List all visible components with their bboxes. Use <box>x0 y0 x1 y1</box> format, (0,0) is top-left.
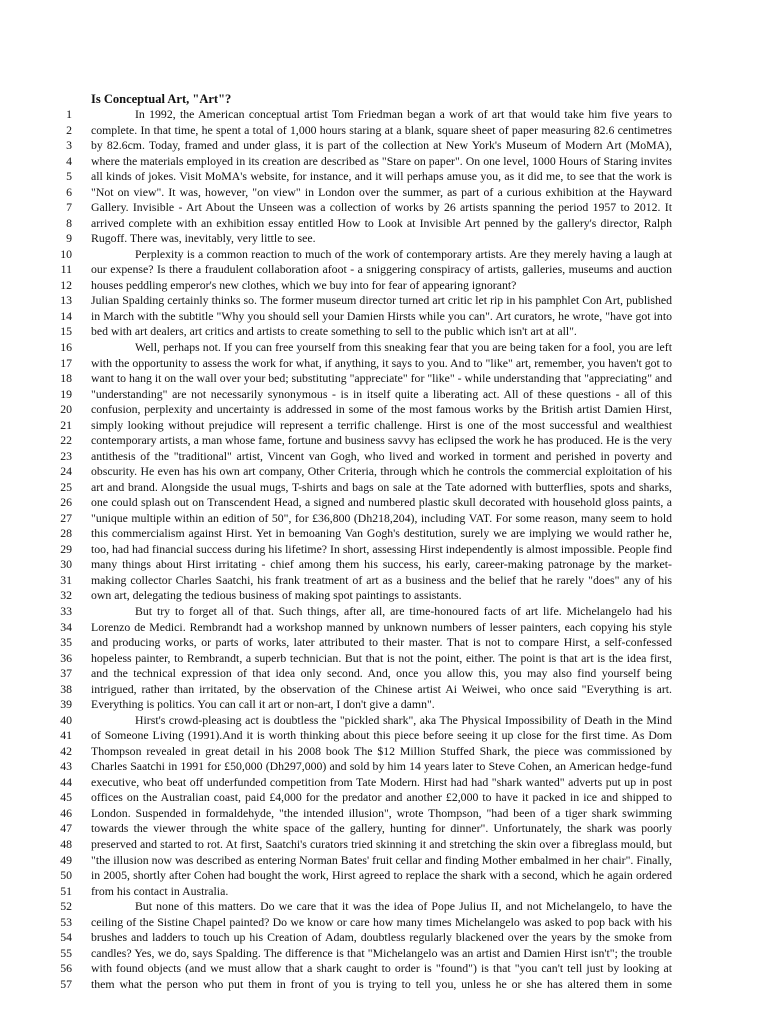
line-text: houses peddling emperor's new clothes, which we buy into for fear of appearing ignorant? <box>91 277 517 292</box>
line-text: brushes and ladders to touch up his Creation of Adam, doubtless regularly blackened over the years by the smoke from <box>91 930 672 945</box>
line-text: with found objects (and we must allow that a shark caught to order is "found") is that "you can't tell just by looking at <box>91 961 672 976</box>
text-line <box>0 604 768 620</box>
line-text: all kinds of jokes. Visit MoMA's website, for instance, and it will perhaps amuse you, as it did me, to see that the work is <box>91 169 672 184</box>
text-line <box>0 961 768 977</box>
text-line <box>0 526 768 542</box>
line-number: 46 <box>60 805 72 820</box>
line-text: Hirst's crowd-pleasing act is doubtless the "pickled shark", aka The Physical Impossibility of Death in the Mind <box>135 712 672 727</box>
line-number: 15 <box>60 324 72 339</box>
line-number: 45 <box>60 790 72 805</box>
document-title: Is Conceptual Art, "Art"? <box>91 92 232 106</box>
line-number: 16 <box>60 339 72 354</box>
line-number: 10 <box>60 246 72 261</box>
line-number: 44 <box>60 774 72 789</box>
line-number: 22 <box>60 433 72 448</box>
line-text: by 82.6cm. Today, framed and under glass, it is part of the collection at New York's Museum of Modern Art (MoMA), <box>91 138 672 153</box>
text-line <box>0 651 768 667</box>
line-text: bed with art dealers, art critics and artists to create something to sell to the public which isn't art at all". <box>91 324 577 339</box>
text-line <box>0 387 768 403</box>
line-number: 30 <box>60 557 72 572</box>
text-line <box>0 293 768 309</box>
line-number: 23 <box>60 448 72 463</box>
line-number: 52 <box>60 899 72 914</box>
line-number: 12 <box>60 277 72 292</box>
line-text: "the illusion now was described as entering Norman Bates' fruit cellar and finding Mother embalmed in her chair". Finally, <box>91 852 672 867</box>
line-text: contemporary artists, a man whose fame, fortune and business savvy has eclipsed the work he has produced. He is the very <box>91 433 672 448</box>
line-number: 28 <box>60 526 72 541</box>
text-line <box>0 557 768 573</box>
line-text: in 2005, shortly after Cohen had bought the work, Hirst agreed to replace the shark with a second, which he again ordered <box>91 868 672 883</box>
text-line <box>0 495 768 511</box>
line-number: 48 <box>60 836 72 851</box>
text-line <box>0 480 768 496</box>
line-text: executive, who beat off underfunded competition from Tate Modern. Hirst had had "shark wanted" adverts put up in post <box>91 774 672 789</box>
line-number: 9 <box>66 231 72 246</box>
line-text: ceiling of the Sistine Chapel painted? Do we know or care how many times Michelangelo was asked to pop back with his <box>91 914 672 929</box>
line-text: "Not on view". It was, however, "on view" in London over the summer, as part of a curious exhibition at the Hayward <box>91 184 672 199</box>
line-text: our expense? Is there a fraudulent collaboration afoot - a sniggering conspiracy of artists, galleries, museums and auction <box>91 262 672 277</box>
line-text: many things about Hirst irritating - chief among them his success, his early, career-making patronage by the market- <box>91 557 672 572</box>
line-text: Gallery. Invisible - Art About the Unseen was a collection of works by 26 artists spanning the period 1957 to 2012. It <box>91 200 672 215</box>
line-text: too, had had financial success during his lifetime? In short, assessing Hirst independently is almost impossible. People find <box>91 541 672 556</box>
text-line <box>0 309 768 325</box>
line-number: 53 <box>60 914 72 929</box>
line-number: 20 <box>60 402 72 417</box>
line-number: 50 <box>60 868 72 883</box>
line-text: them what the person who put them in front of you is trying to tell you, unless he or she has altered them in some <box>91 976 672 991</box>
line-text: confusion, perplexity and uncertainty is addressed in some of the most famous works by the British artist Damien Hirst, <box>91 402 672 417</box>
line-number: 11 <box>60 262 72 277</box>
line-number: 14 <box>60 308 72 323</box>
line-number: 3 <box>66 138 72 153</box>
line-text: obscurity. He even has his own art company, Other Criteria, through which he controls the commercial exploitation of his <box>91 464 672 479</box>
line-text: own art, delegating the tedious business of making spot paintings to assistants. <box>91 588 462 603</box>
line-number: 34 <box>60 619 72 634</box>
line-text: antithesis of the "traditional" artist, Vincent van Gogh, who lived and worked in torment and perished in poverty and <box>91 448 672 463</box>
line-text: making collector Charles Saatchi, his frank treatment of art as a business and the belief that he rarely "does" any of his <box>91 572 672 587</box>
line-text: offices on the Australian coast, paid £4,000 for the predator and another £2,000 to have it packed in ice and shipped to <box>91 790 672 805</box>
line-text: art and brand. Alongside the usual mugs, T-shirts and bags on sale at the Tate adorned with butterflies, spots and sharks, <box>91 479 672 494</box>
text-line <box>0 169 768 185</box>
line-number: 49 <box>60 852 72 867</box>
text-line <box>0 402 768 418</box>
line-text: arrived complete with an exhibition essay entitled How to Look at Invisible Art penned by the gallery's director, Ralph <box>91 215 672 230</box>
line-text: Lorenzo de Medici. Rembrandt had a workshop manned by unknown numbers of lesser painters, each copying his style <box>91 619 672 634</box>
line-number: 24 <box>60 464 72 479</box>
text-line <box>0 806 768 822</box>
line-number: 2 <box>66 122 72 137</box>
text-line <box>0 154 768 170</box>
line-number: 33 <box>60 604 72 618</box>
line-number: 29 <box>60 541 72 556</box>
text-line <box>0 356 768 372</box>
line-text: But none of this matters. Do we care that it was the idea of Pope Julius II, and not Michelangelo, to have the <box>135 899 672 914</box>
line-number: 18 <box>60 371 72 386</box>
line-text: simply looking without prejudice will represent a terrific challenge. Hirst is one of the most successful and wealthiest <box>91 417 672 432</box>
text-line <box>0 433 768 449</box>
document-body <box>0 107 768 992</box>
line-text: towards the viewer through the white space of the gallery, hunting for dinner". Unfortunately, the shark was poorly <box>91 821 672 836</box>
line-text: But try to forget all of that. Such things, after all, are time-honoured facts of art life. Michelangelo had his <box>135 604 672 618</box>
text-line <box>0 262 768 278</box>
text-line <box>0 821 768 837</box>
text-line <box>0 666 768 682</box>
line-text: in March with the subtitle "Why you should sell your Damien Hirsts while you can". Art curators, he wrote, "have got into <box>91 308 672 323</box>
text-line <box>0 123 768 139</box>
line-number: 8 <box>66 215 72 230</box>
line-text: preserved and started to rot. At first, Saatchi's curators tried skinning it and stretching the skin over a fibreglass mould, but <box>91 836 672 851</box>
text-line <box>0 853 768 869</box>
line-text: and producing works, or parts of works, later attributed to their master. That is not to compare Hirst, a self-confessed <box>91 635 672 650</box>
text-line <box>0 340 768 356</box>
line-number: 36 <box>60 650 72 665</box>
text-line <box>0 418 768 434</box>
line-text: candles? Yes, we do, says Spalding. The difference is that "Michelangelo was an artist and Damien Hirst isn't"; the trouble <box>91 945 672 960</box>
line-number: 38 <box>60 681 72 696</box>
line-text: "understanding" are not necessarily synonymous - is in itself quite a liberating act. All of these questions - all of this <box>91 386 672 401</box>
line-number: 39 <box>60 697 72 712</box>
text-line <box>0 107 768 123</box>
text-line <box>0 371 768 387</box>
text-line <box>0 837 768 853</box>
line-text: intrigued, rather than irritated, by the observation of the Chinese artist Ai Weiwei, who once said "Everything is art. <box>91 681 672 696</box>
text-line <box>0 744 768 760</box>
text-line <box>0 185 768 201</box>
text-line <box>0 588 768 604</box>
line-number: 19 <box>60 386 72 401</box>
line-number: 5 <box>66 169 72 184</box>
line-text: and the technical expression of that idea only second. And, once you allow this, you may also find yourself being <box>91 666 672 681</box>
line-text: where the materials employed in its creation are described as "Stare on paper". On one level, 1000 Hours of Staring invites <box>91 153 672 168</box>
line-text: of Someone Living (1991).And it is worth thinking about this piece before seeing it up close for the first time. As Dom <box>91 728 672 743</box>
line-text: complete. In that time, he spent a total of 1,000 hours staring at a blank, square sheet of paper measuring 82.6 centimetres <box>91 122 672 137</box>
line-number: 17 <box>60 355 72 370</box>
line-number: 54 <box>60 930 72 945</box>
line-number: 4 <box>66 153 72 168</box>
text-line <box>0 915 768 931</box>
text-line <box>0 635 768 651</box>
text-line <box>0 868 768 884</box>
text-line <box>0 884 768 900</box>
text-line <box>0 573 768 589</box>
text-line <box>0 464 768 480</box>
line-text: with the opportunity to assess the work for what, if anything, it says to you. And to "like" art, remember, you haven't got to <box>91 355 672 370</box>
line-number: 51 <box>60 883 72 898</box>
line-number: 6 <box>66 184 72 199</box>
line-number: 27 <box>60 510 72 525</box>
line-text: hopeless painter, to Rembrandt, a superb technician. But that is not the point, either. The point is that art is the idea first, <box>91 650 672 665</box>
text-line <box>0 231 768 247</box>
text-line <box>0 697 768 713</box>
text-line <box>0 138 768 154</box>
line-number: 32 <box>60 588 72 603</box>
line-number: 21 <box>60 417 72 432</box>
text-line <box>0 324 768 340</box>
line-number: 13 <box>60 293 72 308</box>
line-number: 47 <box>60 821 72 836</box>
text-line <box>0 728 768 744</box>
text-line <box>0 216 768 232</box>
line-number: 31 <box>60 572 72 587</box>
line-text: from his contact in Australia. <box>91 883 229 898</box>
text-line <box>0 542 768 558</box>
line-number: 1 <box>66 107 72 121</box>
line-number: 25 <box>60 479 72 494</box>
text-line <box>0 775 768 791</box>
text-line <box>0 759 768 775</box>
text-line <box>0 790 768 806</box>
line-text: In 1992, the American conceptual artist Tom Friedman began a work of art that would take him five years to <box>135 107 672 121</box>
line-number: 42 <box>60 743 72 758</box>
line-number: 37 <box>60 666 72 681</box>
text-line <box>0 930 768 946</box>
text-line <box>0 200 768 216</box>
line-number: 41 <box>60 728 72 743</box>
line-text: Thompson revealed in great detail in his 2008 book The $12 Million Stuffed Shark, the piece was commissioned by <box>91 743 672 758</box>
line-text: Well, perhaps not. If you can free yourself from this sneaking fear that you are being taken for a fool, you are left <box>135 339 672 354</box>
text-line <box>0 977 768 993</box>
text-line <box>0 247 768 263</box>
text-line <box>0 449 768 465</box>
line-text: Charles Saatchi in 1991 for £50,000 (Dh297,000) and sold by him 14 years later to Steve Cohen, an American hedge-fund <box>91 759 672 774</box>
text-line <box>0 946 768 962</box>
line-text: Rugoff. There was, inevitably, very little to see. <box>91 231 316 246</box>
line-text: London. Suspended in formaldehyde, "the intended illusion", wrote Thompson, "had been of a tiger shark swimming <box>91 805 672 820</box>
text-line <box>0 899 768 915</box>
text-line <box>0 713 768 729</box>
line-text: one could splash out on Transcendent Head, a signed and numbered plastic skull decorated with household gloss paints, a <box>91 495 672 510</box>
line-text: "unique multiple within an edition of 50", for £36,800 (Dh218,204), including VAT. For some reason, many seem to hold <box>91 510 672 525</box>
text-line <box>0 620 768 636</box>
line-text: Julian Spalding certainly thinks so. The former museum director turned art critic let rip in his pamphlet Con Art, published <box>91 293 672 308</box>
line-number: 55 <box>60 945 72 960</box>
line-number: 35 <box>60 635 72 650</box>
text-line <box>0 682 768 698</box>
line-text: Everything is politics. You can call it art or non-art, I don't give a damn". <box>91 697 435 712</box>
line-number: 43 <box>60 759 72 774</box>
text-line <box>0 511 768 527</box>
line-number: 57 <box>60 976 72 991</box>
text-line <box>0 278 768 294</box>
line-number: 40 <box>60 712 72 727</box>
line-text: this commercialism against Hirst. Yet in bemoaning Van Gogh's destitution, surely we are implying we would rather he, <box>91 526 672 541</box>
line-number: 26 <box>60 495 72 510</box>
line-text: want to hang it on the wall over your bed; substituting "appreciate" for "like" - while understanding that "appreciating" and <box>91 371 672 386</box>
line-text: Perplexity is a common reaction to much of the work of contemporary artists. Are they merely having a laugh at <box>135 246 672 261</box>
line-number: 56 <box>60 961 72 976</box>
line-number: 7 <box>66 200 72 215</box>
